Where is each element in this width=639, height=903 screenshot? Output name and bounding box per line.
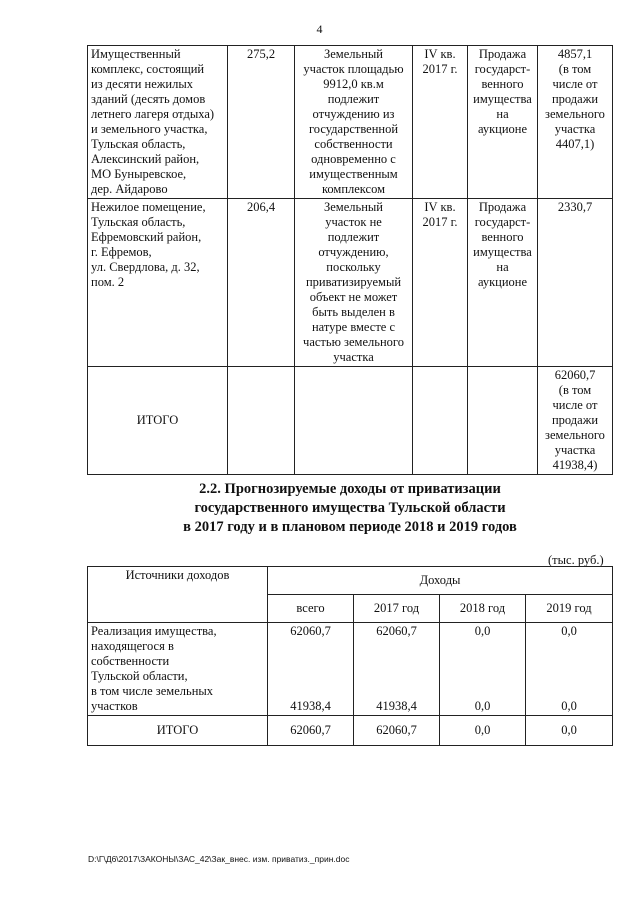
text-line: поскольку	[326, 260, 381, 274]
text-line: Тульская область,	[91, 215, 186, 229]
text-line: аукционе	[477, 275, 528, 289]
text-line: государст-	[474, 62, 531, 76]
text-line: 62060,7	[554, 368, 596, 382]
text-line: 4407,1)	[555, 137, 595, 151]
text-line: 2017 г.	[422, 62, 458, 76]
text-line: (в том	[558, 383, 592, 397]
text-line: на	[496, 107, 509, 121]
text-line: IV кв.	[424, 47, 456, 61]
text-line: 41938,4)	[552, 458, 598, 472]
text-line: Продажа	[478, 200, 527, 214]
page-number: 4	[316, 22, 323, 36]
total-label: ИТОГО	[88, 716, 268, 746]
text-line: земельного	[545, 107, 605, 121]
text-line: собственности	[91, 654, 170, 668]
text-line: 2330,7	[557, 200, 593, 214]
text-line: натуре вместе с	[311, 320, 396, 334]
text-line: (в том	[558, 62, 592, 76]
section-title	[60, 480, 639, 537]
text-line: государственной	[308, 122, 399, 136]
value-main: 0,0	[474, 624, 491, 638]
text-line: 9912,0 кв.м	[323, 77, 384, 91]
col-header-total: всего	[268, 595, 354, 623]
empty-cell	[468, 367, 538, 475]
text-line: быть выделен в	[312, 305, 395, 319]
text-line: Реализация имущества,	[91, 624, 217, 638]
text-line: комплекс, состоящий	[91, 62, 205, 76]
header-income: Доходы	[268, 567, 613, 595]
text-line: объект не может	[309, 290, 398, 304]
value-2017	[354, 623, 440, 716]
value-2018	[440, 623, 526, 716]
text-line: Алексинский район,	[91, 152, 200, 166]
text-line: аукционе	[477, 122, 528, 136]
empty-cell	[295, 367, 413, 475]
value-main: 62060,7	[376, 624, 417, 638]
value-land: 41938,4	[290, 699, 331, 713]
text-line: находящегося в	[91, 639, 174, 653]
land-plot-cell	[295, 46, 413, 199]
text-line: участок не	[325, 215, 382, 229]
text-line: отчуждению из	[312, 107, 395, 121]
text-line: собственности	[314, 137, 393, 151]
text-line: участков	[91, 699, 138, 713]
object-name-cell	[88, 46, 228, 199]
text-line: земельного	[545, 428, 605, 442]
text-line: имущества	[473, 245, 532, 259]
text-line: IV кв.	[424, 200, 456, 214]
income-source-label	[88, 623, 268, 716]
text-line: участок площадью	[303, 62, 404, 76]
text-line: МО Буныревское,	[91, 167, 187, 181]
text-line: 2017 г.	[422, 215, 458, 229]
text-line: венного	[481, 77, 524, 91]
empty-cell	[413, 367, 468, 475]
unit-note: (тыс. руб.)	[548, 553, 604, 567]
text-line: имущественным	[309, 167, 398, 181]
total-value-2018: 0,0	[440, 716, 526, 746]
forecast-income-table	[87, 566, 613, 746]
text-line: одновременно с	[311, 152, 396, 166]
text-line: из десяти нежилых	[91, 77, 193, 91]
text-line: в 2017 году и в плановом периоде 2018 и 2019 годов	[183, 519, 517, 535]
object-name-cell	[88, 199, 228, 367]
text-line: числе от	[552, 398, 598, 412]
text-line: Земельный	[324, 200, 383, 214]
income-cell	[538, 46, 613, 199]
text-line: Тульская область,	[91, 137, 186, 151]
table-row	[88, 623, 613, 716]
text-line: Нежилое помещение,	[91, 200, 206, 214]
text-line: дер. Айдарово	[91, 182, 168, 196]
col-header-2017: 2017 год	[354, 595, 440, 623]
total-label: ИТОГО	[88, 367, 228, 475]
text-line: отчуждению,	[318, 245, 389, 259]
text-line: имущества	[473, 92, 532, 106]
period-cell	[413, 46, 468, 199]
value-2019	[526, 623, 613, 716]
text-line: Имущественный	[91, 47, 181, 61]
text-line: 4857,1	[557, 47, 593, 61]
text-line: зданий (десять домов	[91, 92, 206, 106]
text-line: приватизируемый	[305, 275, 402, 289]
text-line: Ефремовский район,	[91, 230, 202, 244]
text-line: комплексом	[321, 182, 386, 196]
total-row	[88, 716, 613, 746]
text-line: числе от	[552, 77, 598, 91]
value-main: 0,0	[561, 624, 577, 638]
text-line: продажи	[551, 413, 599, 427]
text-line: подлежит	[327, 230, 380, 244]
text-line: и земельного участка,	[91, 122, 208, 136]
method-cell	[468, 199, 538, 367]
text-line: ул. Свердлова, д. 32,	[91, 260, 200, 274]
text-line: частью земельного	[303, 335, 404, 349]
land-plot-cell	[295, 199, 413, 367]
area-cell: 275,2	[228, 46, 295, 199]
method-cell	[468, 46, 538, 199]
text-line: на	[496, 260, 509, 274]
text-line: г. Ефремов,	[91, 245, 152, 259]
text-line: продажи	[551, 92, 599, 106]
privatization-objects-table	[87, 45, 613, 475]
text-line: участка	[554, 122, 596, 136]
area-cell: 206,4	[228, 199, 295, 367]
text-line: венного	[481, 230, 524, 244]
period-cell	[413, 199, 468, 367]
text-line: участка	[554, 443, 596, 457]
income-cell	[538, 199, 613, 367]
total-value-2019: 0,0	[526, 716, 613, 746]
value-land: 0,0	[474, 699, 491, 713]
value-land: 41938,4	[376, 699, 417, 713]
total-value: 62060,7	[268, 716, 354, 746]
total-row	[88, 367, 613, 475]
empty-cell	[228, 367, 295, 475]
header-source: Источники доходов	[88, 567, 268, 623]
table-row	[88, 46, 613, 199]
text-line: Тульской области,	[91, 669, 188, 683]
table-row	[88, 199, 613, 367]
file-path-footer: D:\Г\Д6\2017\ЗАКОНЫ\ЗАС_42\Зак_внес. изм. приватиз._прин.doc	[88, 854, 350, 864]
text-line: летнего лагеря отдыха)	[91, 107, 215, 121]
text-line: пом. 2	[91, 275, 125, 289]
text-line: участка	[333, 350, 374, 364]
col-header-2018: 2018 год	[440, 595, 526, 623]
col-header-2019: 2019 год	[526, 595, 613, 623]
total-income-cell	[538, 367, 613, 475]
header-row	[88, 567, 613, 595]
value-total	[268, 623, 354, 716]
value-main: 62060,7	[290, 624, 331, 638]
total-value-2017: 62060,7	[354, 716, 440, 746]
text-line: 2.2. Прогнозируемые доходы от приватизации	[199, 481, 501, 497]
text-line: государст-	[474, 215, 531, 229]
text-line: подлежит	[327, 92, 380, 106]
text-line: государственного имущества Тульской области	[194, 500, 506, 516]
value-land: 0,0	[561, 699, 577, 713]
text-line: Продажа	[478, 47, 527, 61]
text-line: Земельный	[324, 47, 383, 61]
text-line: в том числе земельных	[91, 684, 214, 698]
